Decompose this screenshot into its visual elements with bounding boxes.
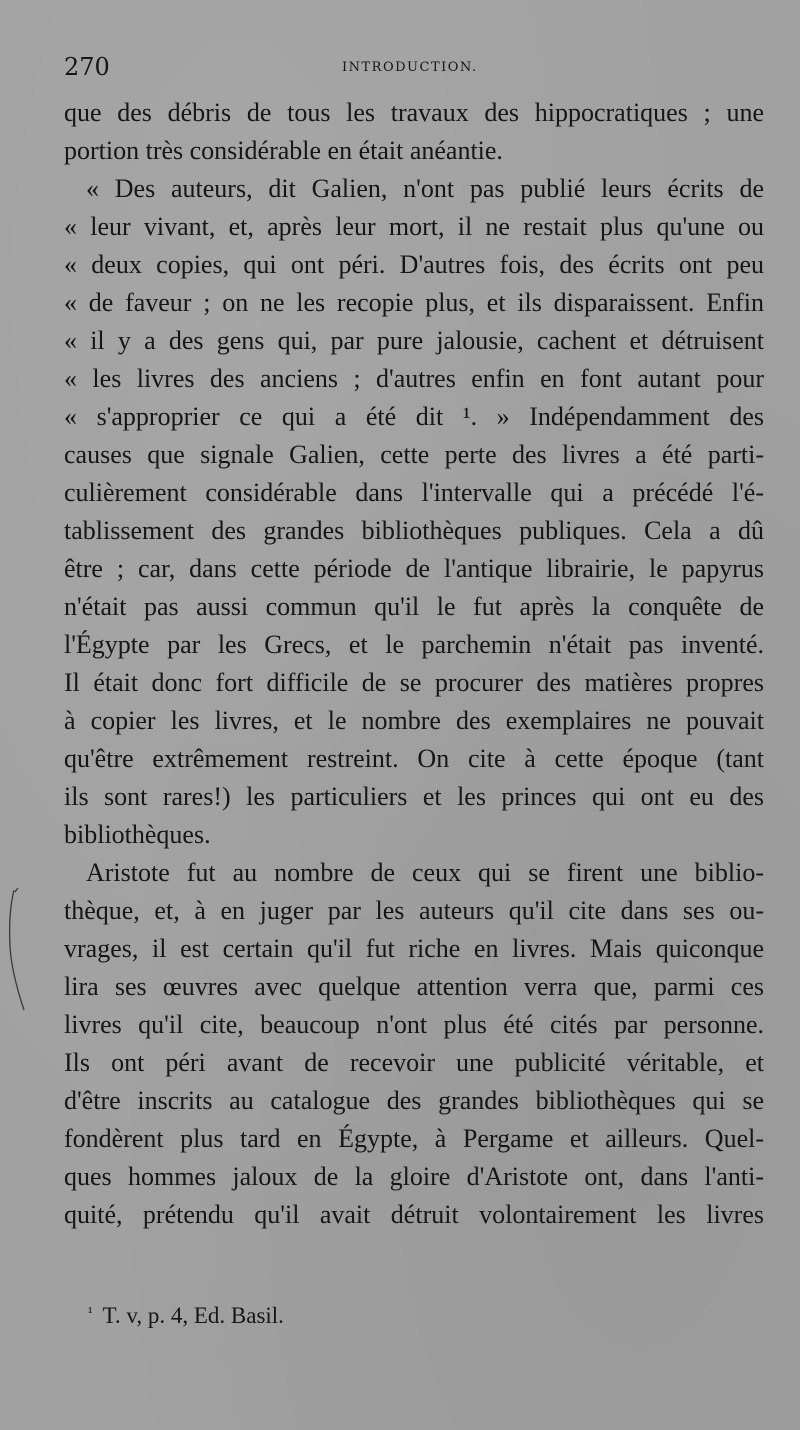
text-line: que des débris de tous les travaux des hippocratiques ; une (64, 98, 764, 127)
running-title: INTRODUCTION. (342, 60, 478, 75)
text-line: bibliothèques. (64, 820, 211, 849)
text-line: Ils ont péri avant de recevoir une publicité véritable, et (64, 1048, 764, 1077)
text-line: n'était pas aussi commun qu'il le fut après la conquête de (64, 592, 764, 621)
text-line: être ; car, dans cette période de l'antique librairie, le papyrus (64, 554, 764, 583)
text-line: portion très considérable en était anéantie. (64, 136, 503, 165)
text-line: tablissement des grandes bibliothèques publiques. Cela a dû (64, 516, 764, 545)
text-line: « s'approprier ce qui a été dit ¹. » Indépendamment des (64, 402, 764, 431)
margin-pencil-mark (4, 886, 32, 1016)
text-line: « Des auteurs, dit Galien, n'ont pas publié leurs écrits de (86, 174, 764, 203)
text-line: livres qu'il cite, beaucoup n'ont plus été cités par personne. (64, 1010, 764, 1039)
text-line: Il était donc fort difficile de se procurer des matières propres (64, 668, 764, 697)
text-line: ques hommes jaloux de la gloire d'Aristote ont, dans l'anti- (64, 1162, 764, 1191)
text-line: Aristote fut au nombre de ceux qui se firent une biblio- (86, 858, 764, 887)
text-line: qu'être extrêmement restreint. On cite à cette époque (tant (64, 744, 764, 773)
text-line: vrages, il est certain qu'il fut riche en livres. Mais quiconque (64, 934, 764, 963)
text-line: à copier les livres, et le nombre des exemplaires ne pouvait (64, 706, 764, 735)
text-line: « les livres des anciens ; d'autres enfin en font autant pour (64, 364, 764, 393)
text-line: thèque, et, à en juger par les auteurs qu'il cite dans ses ou- (64, 896, 764, 925)
text-line: l'Égypte par les Grecs, et le parchemin n'était pas inventé. (64, 630, 764, 659)
text-line: « de faveur ; on ne les recopie plus, et ils disparaissent. Enfin (64, 288, 764, 317)
body-text (64, 94, 764, 1234)
page-number: 270 (64, 53, 110, 81)
text-line: « il y a des gens qui, par pure jalousie, cachent et détruisent (64, 326, 764, 355)
running-head (64, 50, 752, 84)
text-line: « deux copies, qui ont péri. D'autres fois, des écrits ont peu (64, 250, 764, 279)
text-line: lira ses œuvres avec quelque attention verra que, parmi ces (64, 972, 764, 1001)
text-line: d'être inscrits au catalogue des grandes bibliothèques qui se (64, 1086, 764, 1115)
text-line: causes que signale Galien, cette perte des livres a été parti- (64, 440, 764, 469)
text-line: quité, prétendu qu'il avait détruit volontairement les livres (64, 1200, 764, 1229)
text-line: culièrement considérable dans l'intervalle qui a précédé l'é- (64, 478, 764, 507)
text-line: fondèrent plus tard en Égypte, à Pergame et ailleurs. Quel- (64, 1124, 764, 1153)
text-line: ils sont rares!) les particuliers et les princes qui ont eu des (64, 782, 764, 811)
footnote-marker: ¹ (88, 1305, 93, 1321)
footnote (88, 1294, 284, 1332)
footnote-text: T. v, p. 4, Ed. Basil. (102, 1303, 284, 1328)
text-line: « leur vivant, et, après leur mort, il ne restait plus qu'une ou (64, 212, 764, 241)
